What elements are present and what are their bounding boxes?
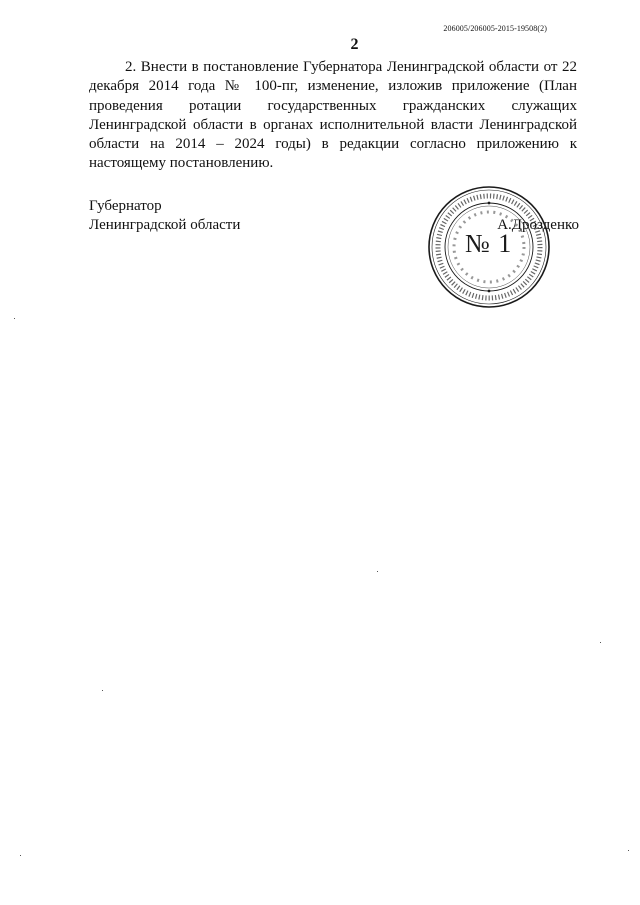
signer-name: А.Дрозденко xyxy=(497,217,579,233)
scan-speck xyxy=(377,571,378,572)
scan-speck xyxy=(20,855,21,856)
signer-title-line-2: Ленинградской области xyxy=(89,217,241,233)
seal-number: № 1 xyxy=(465,229,513,258)
page-number: 2 xyxy=(350,36,359,53)
scan-speck xyxy=(600,642,601,643)
scan-speck xyxy=(102,690,103,691)
scan-speck xyxy=(628,850,629,851)
signer-title-line-1: Губернатор xyxy=(89,198,162,214)
document-code: 206005/206005-2015-19508(2) xyxy=(443,24,547,33)
scan-speck xyxy=(14,318,15,319)
signature-title xyxy=(89,197,240,235)
document-body xyxy=(89,58,577,174)
amendment-paragraph: 2. Внести в постановление Губернатора Ленинградской области от 22 декабря 2014 года № 100-пг, изменение, изложив приложение (План проведения ротации государственных гражданских служащих Ленинградской области в органах исполнительной власти Ленинградской области на 2014 – 2024 годы) в редакции согласно приложению к настоящему постановлению. xyxy=(89,59,577,172)
